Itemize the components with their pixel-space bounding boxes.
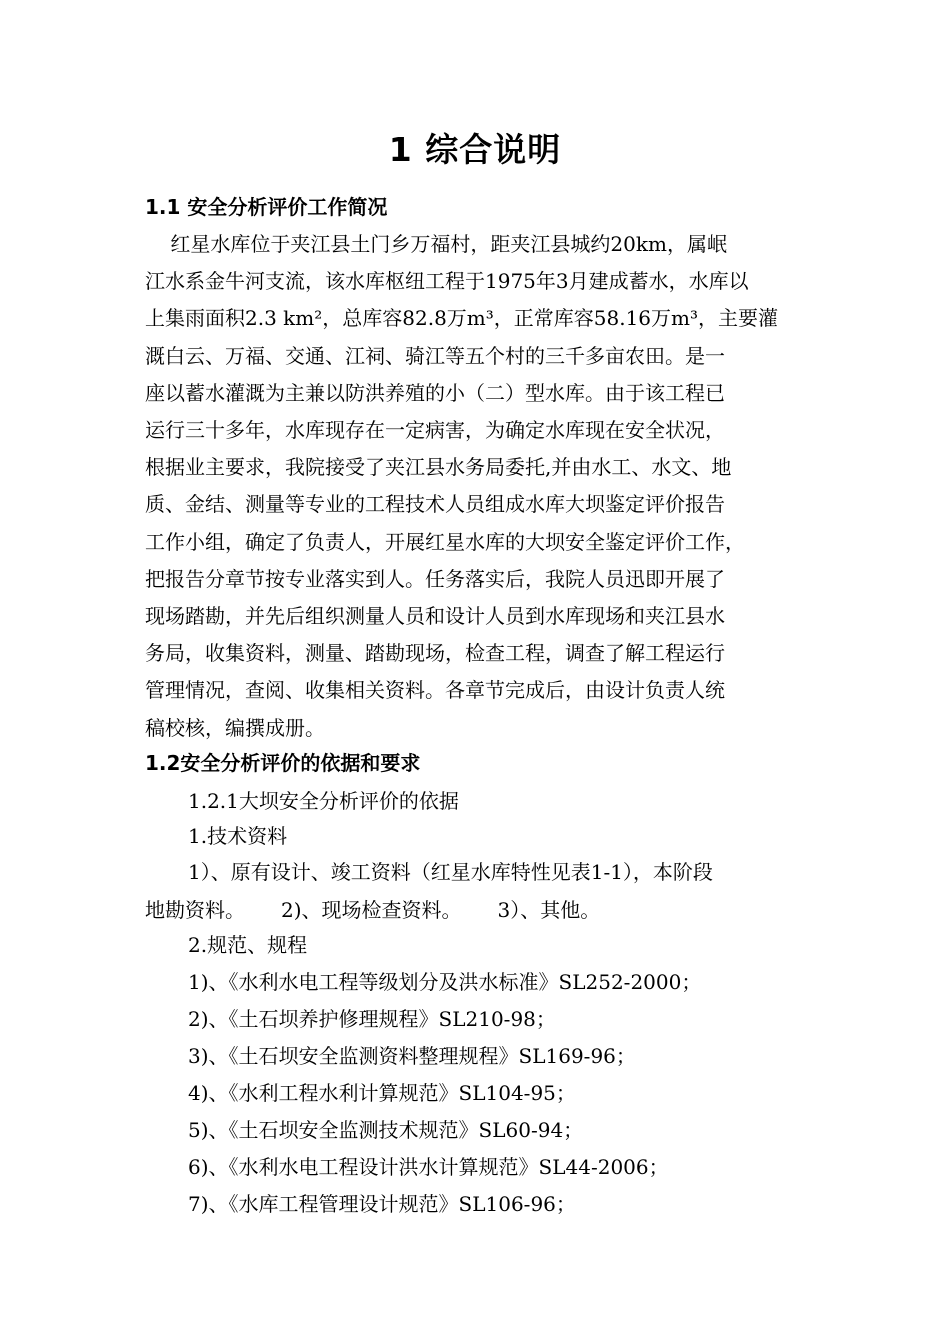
paragraph-line: 把报告分章节按专业落实到人。任务落实后，我院人员迅即开展了 <box>145 566 725 591</box>
norm-item: 7)、《水库工程管理设计规范》SL106-96； <box>188 1192 576 1216</box>
paragraph-line: 质、金结、测量等专业的工程技术人员组成水库大坝鉴定评价报告 <box>145 492 725 517</box>
tech-materials-item-1-cont: 地勘资料。 <box>145 898 245 922</box>
section-1-2-heading: 1.2安全分析评价的依据和要求 <box>145 751 421 775</box>
paragraph-line: 江水系金牛河支流，该水库枢纽工程于1975年3月建成蓄水，水库以 <box>145 269 749 294</box>
paragraph-line: 工作小组，确定了负责人，开展红星水库的大坝安全鉴定评价工作， <box>145 529 745 554</box>
tech-materials-title: 1.技术资料 <box>188 824 288 848</box>
tech-materials-item-2: 2)、现场检查资料。 <box>281 898 462 922</box>
paragraph-line: 管理情况，查阅、收集相关资料。各章节完成后，由设计负责人统 <box>145 678 725 703</box>
norm-item: 5)、《土石坝安全监测技术规范》SL60-94； <box>188 1118 584 1142</box>
paragraph-line: 运行三十多年，水库现存在一定病害，为确定水库现在安全状况， <box>145 418 725 443</box>
page-title: 1 综合说明 <box>388 130 562 169</box>
paragraph-line: 务局，收集资料，测量、踏勘现场，检查工程，调查了解工程运行 <box>145 641 725 666</box>
subsection-heading: 1.2.1大坝安全分析评价的依据 <box>188 789 459 813</box>
norm-item: 6)、《水利水电工程设计洪水计算规范》SL44-2006； <box>188 1155 669 1179</box>
norm-item: 4)、《水利工程水利计算规范》SL104-95； <box>188 1081 576 1105</box>
norm-item: 2)、《土石坝养护修理规程》SL210-98； <box>188 1007 556 1031</box>
paragraph-line: 红星水库位于夹江县土门乡万福村，距夹江县城约20km，属岷 <box>145 232 727 256</box>
tech-materials-line-2 <box>145 895 600 925</box>
section-1-1-heading: 1.1 安全分析评价工作简况 <box>145 195 388 219</box>
paragraph-line: 根据业主要求，我院接受了夹江县水务局委托,并由水工、水文、地 <box>145 455 732 480</box>
norm-item: 3)、《土石坝安全监测资料整理规程》SL169-96； <box>188 1044 636 1068</box>
paragraph-line: 座以蓄水灌溉为主兼以防洪养殖的小（二）型水库。由于该工程已 <box>145 380 725 405</box>
tech-materials-item-3: 3）、其他。 <box>497 898 601 922</box>
paragraph-line: 稿校核，编撰成册。 <box>145 715 325 740</box>
paragraph-line: 上集雨面积2.3 km²，总库容82.8万m³，正常库容58.16万m³，主要灌 <box>145 306 779 331</box>
norm-item: 1)、《水利水电工程等级划分及洪水标准》SL252-2000； <box>188 970 702 994</box>
paragraph-line: 溉白云、万福、交通、江祠、骑江等五个村的三千多亩农田。是一 <box>145 343 725 368</box>
norms-title: 2.规范、规程 <box>188 933 308 957</box>
section-1-1-paragraph <box>145 226 825 747</box>
paragraph-line: 现场踏勘，并先后组织测量人员和设计人员到水库现场和夹江县水 <box>145 604 725 629</box>
tech-materials-item-1: 1）、原有设计、竣工资料（红星水库特性见表1-1），本阶段 <box>188 860 713 884</box>
